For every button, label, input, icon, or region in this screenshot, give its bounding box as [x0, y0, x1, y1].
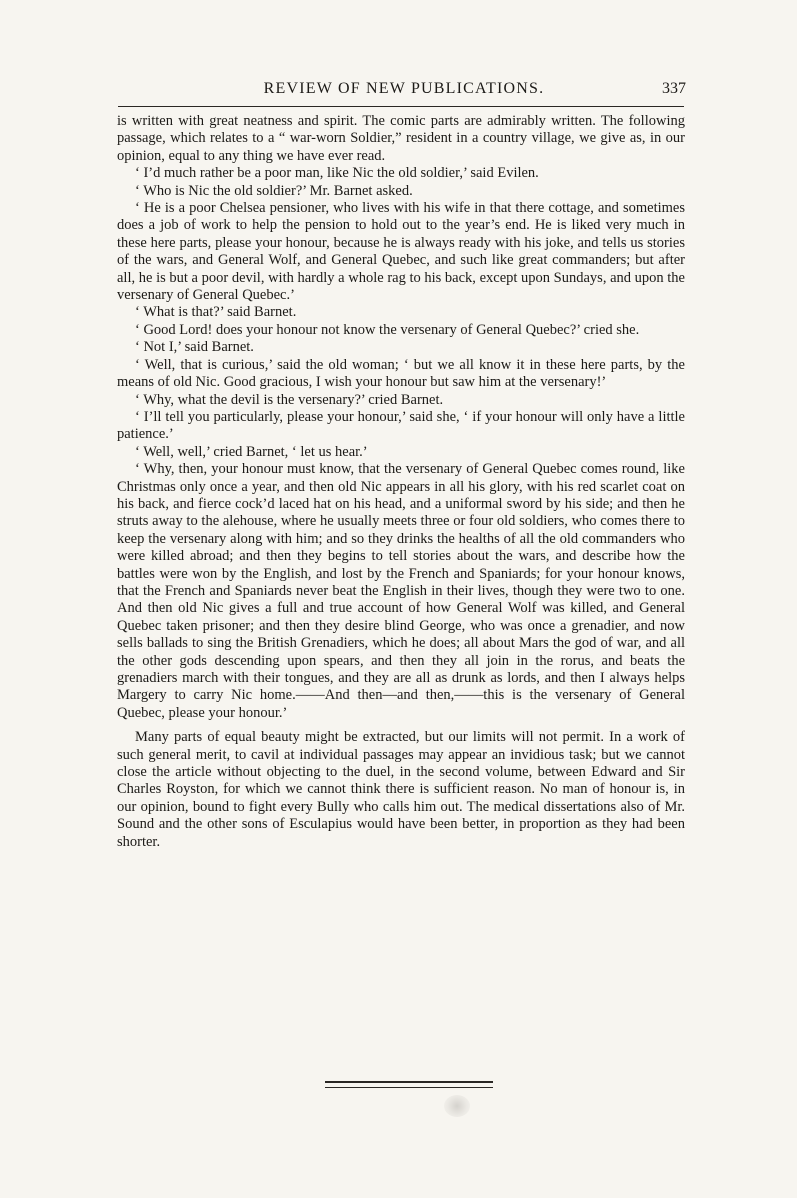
- running-head: REVIEW OF NEW PUBLICATIONS.: [263, 80, 545, 97]
- dialogue-line: ‘ What is that?’ said Barnet.: [135, 304, 297, 321]
- dialogue-line: ‘ Why, then, your honour must know, that the versenary of General Quebec comes round, like Christmas only once a year, and then old Nic appears in all his glory, with his red scarlet coat on his back, and fierce cock’d laced hat on his head, and a uniformal sword by his side; and then he struts away to the alehouse, where he usually meets three or four old soldiers, who comes there to keep the versenary along with him; and so they drinks the healths of all the old commanders who were killed abroad; and then they begins to tell stories about the wars, and describe how the battles were won by the English, and lost by the French and Spaniards; for your honour knows, that the French and Spaniards never beat the English in their lives, though they were two to one. And then old Nic gives a full and true account of how General Wolf was killed, and General Quebec taken prisoner; and then they desire blind George, who was once a grenadier, and now sells ballads to sing the British Grenadiers, which he does; all about Mars the god of war, and all the other gods descending upon spears, and then they all join in the rorus, and beats the grenadiers march with their tongues, and they are all as drunk as lords, and then I always helps Margery to carry Nic home.——And then—and then,——this is the versenary of General Quebec, please your honour.’: [117, 461, 685, 721]
- dialogue-line: ‘ He is a poor Chelsea pensioner, who lives with his wife in that there cottage, and sometimes does a job of work to help the pension to hold out to the year’s end. He is liked very much in these here parts, please your honour, because he is always ready with his joke, and tells us stories of the wars, and General Wolf, and General Quebec, and such like great commanders; but after all, he is but a poor devil, with hardly a whole rag to his back, except upon Sundays, and upon the versenary of General Quebec.’: [117, 200, 685, 304]
- header-rule: [118, 106, 684, 107]
- dialogue-line: ‘ Well, well,’ cried Barnet, ‘ let us hear.’: [135, 443, 368, 460]
- page-header: [118, 80, 690, 104]
- article-body: [117, 113, 685, 851]
- dialogue-line: ‘ Not I,’ said Barnet.: [135, 339, 254, 356]
- dialogue-line: ‘ Why, what the devil is the versenary?’ cried Barnet.: [135, 391, 444, 408]
- ink-blot: [444, 1095, 470, 1117]
- dialogue-line: ‘ Who is Nic the old soldier?’ Mr. Barnet asked.: [135, 182, 413, 199]
- page-number: 337: [662, 80, 686, 97]
- dialogue-line: ‘ Well, that is curious,’ said the old woman; ‘ but we all know it in these here parts, by the means of old Nic. Good gracious, I wish your honour but saw him at the versenary!’: [117, 356, 685, 391]
- dialogue-line: ‘ I’ll tell you particularly, please your honour,’ said she, ‘ if your honour will only have a little patience.’: [117, 408, 685, 443]
- end-rule: [325, 1081, 493, 1088]
- paragraph-intro: is written with great neatness and spirit. The comic parts are admirably written. The following passage, which relates to a “ war-worn Soldier,” resident in a country village, we give as, in our opinion, equal to any thing we have ever read.: [117, 113, 685, 164]
- dialogue-line: ‘ I’d much rather be a poor man, like Nic the old soldier,’ said Evilen.: [135, 165, 539, 182]
- paragraph-review: Many parts of equal beauty might be extracted, but our limits will not permit. In a work of such general merit, to cavil at individual passages may appear an invidious task; but we cannot close the article without objecting to the duel, in the second volume, between Edward and Sir Charles Royston, for which we cannot think there is sufficient reason. No man of honour is, in our opinion, bound to fight every Bully who calls him out. The medical dissertations also of Mr. Sound and the other sons of Esculapius would have been better, in proportion as they had been shorter.: [117, 729, 685, 850]
- dialogue-line: ‘ Good Lord! does your honour not know the versenary of General Quebec?’ cried she.: [135, 321, 640, 338]
